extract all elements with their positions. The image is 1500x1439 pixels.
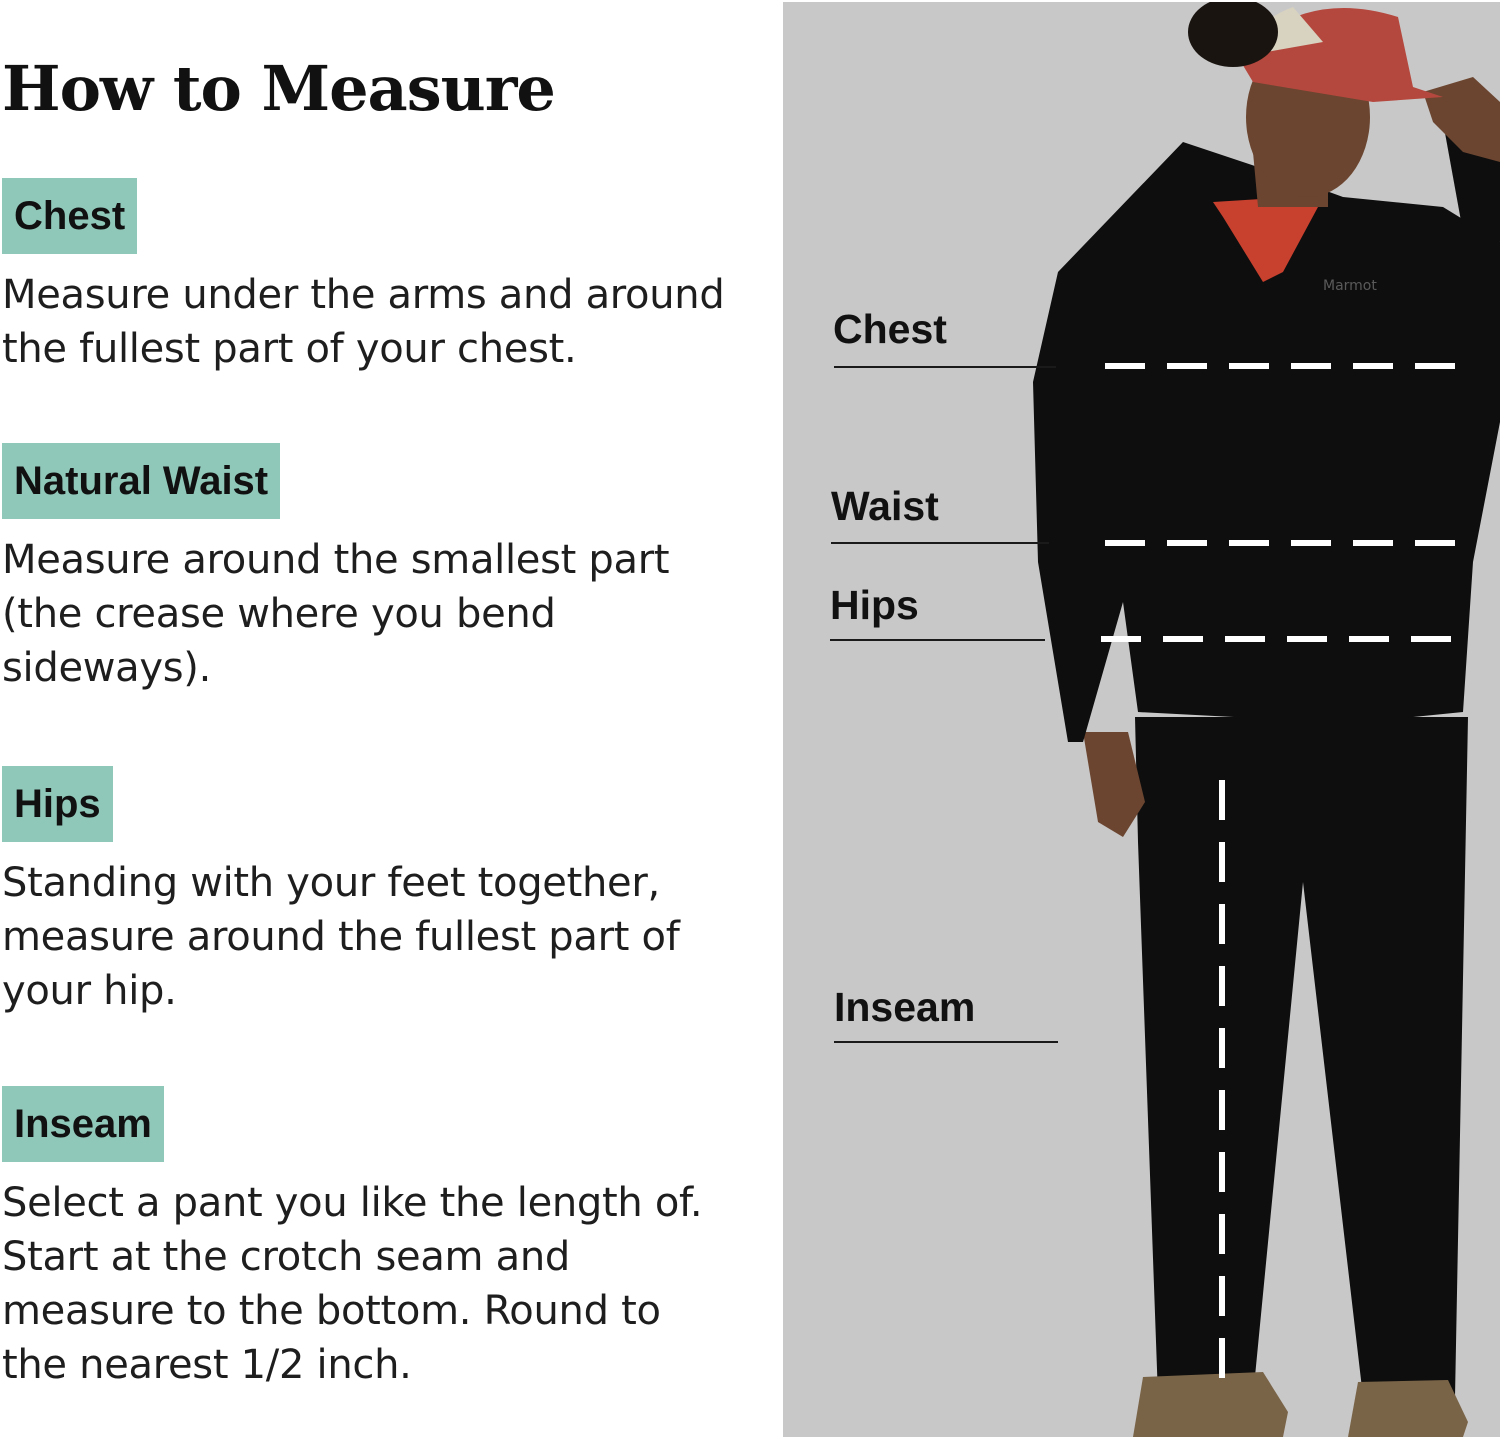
hips-description: Standing with your feet together, measure around the fullest part of your hip. (2, 860, 680, 1014)
inseam-description: Select a pant you like the length of. Start at the crotch seam and measure to the bottom. Round to the nearest 1/2 inch. (2, 1180, 703, 1388)
section-natural-waist (2, 443, 762, 695)
left-hand (1083, 732, 1145, 837)
model-illustration (783, 2, 1500, 1437)
model-photo (783, 2, 1500, 1437)
section-hips (2, 766, 762, 1018)
natural-waist-description: Measure around the smallest part (the crease where you bend sideways). (2, 537, 670, 691)
page-title: How to Measure (2, 52, 555, 125)
natural-waist-tag: Natural Waist (2, 443, 280, 519)
inseam-underline (834, 1041, 1058, 1043)
inseam-tag: Inseam (2, 1086, 164, 1162)
hips-underline (830, 639, 1045, 641)
chest-label: Chest (833, 306, 947, 352)
hips-label: Hips (830, 582, 919, 628)
inseam-label: Inseam (834, 984, 976, 1030)
right-shoe (1348, 1380, 1468, 1437)
section-chest (2, 178, 762, 376)
left-shoe (1133, 1372, 1288, 1437)
chest-tag: Chest (2, 178, 137, 254)
section-inseam (2, 1086, 762, 1392)
waist-underline (831, 542, 1049, 544)
waist-label: Waist (831, 483, 939, 529)
right-hand (1423, 77, 1500, 162)
chest-underline (834, 366, 1056, 368)
chest-description: Measure under the arms and around the fullest part of your chest. (2, 272, 725, 372)
hips-tag: Hips (2, 766, 113, 842)
jacket-logo: Marmot (1323, 278, 1377, 294)
pants (1135, 717, 1468, 1397)
